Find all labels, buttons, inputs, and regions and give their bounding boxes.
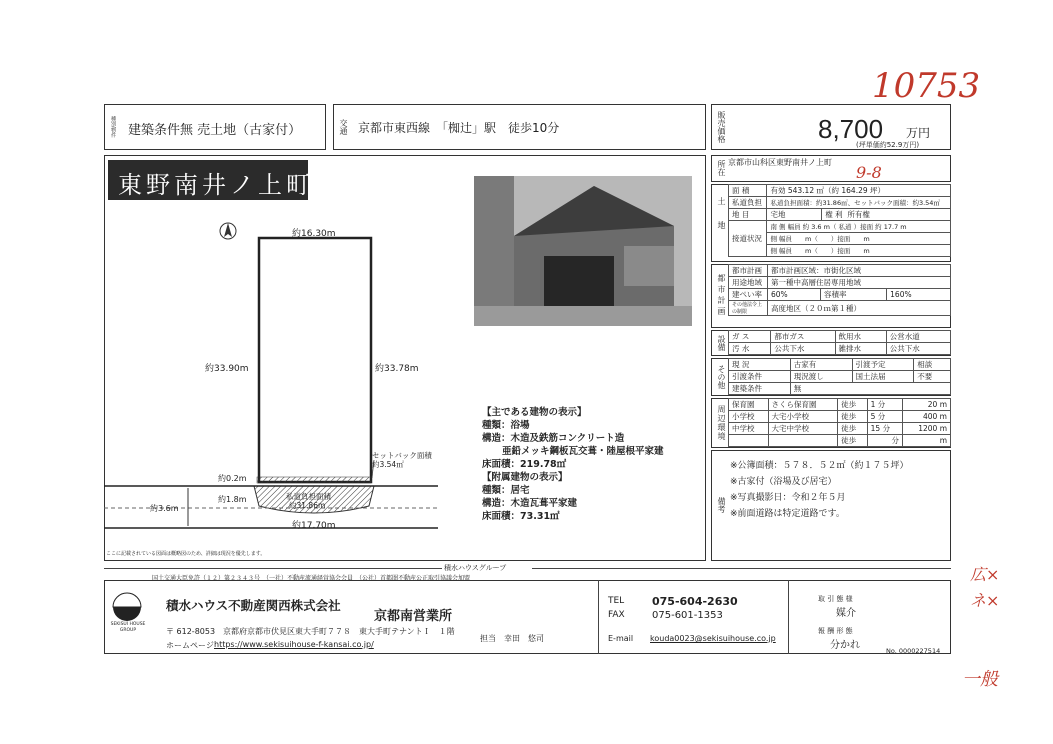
plan-left-length: 約33.90m — [205, 364, 249, 374]
walk-distance: 1200 m — [903, 423, 951, 435]
walk-minutes: 15 分 — [867, 423, 902, 435]
table-row — [729, 331, 951, 343]
private-road-row-value: 私道負担面積：約31.86㎡、セットバック面積：約3.54㎡ — [767, 197, 951, 209]
document-number: No. 0000227514 — [886, 647, 941, 655]
plan-top-length: 約16.30m — [292, 229, 336, 239]
table-row — [729, 359, 951, 371]
drain-label: 雑排水 — [835, 343, 886, 355]
table-row — [729, 411, 951, 423]
footer-divider-1 — [598, 580, 599, 654]
sub-building-title: 【附属建物の表示】 — [482, 472, 568, 483]
remarks-lines — [730, 458, 909, 522]
gas-value: 都市ガス — [771, 331, 835, 343]
location-value: 京都市山科区東野南井ノ上町 — [728, 158, 832, 167]
water-value: 公営水道 — [886, 331, 950, 343]
city-plan-value: 都市計画区域：市街化区域 — [768, 265, 951, 277]
walk-label: 徒歩 — [838, 411, 867, 423]
land-category-label: 地 目 — [729, 209, 767, 221]
sub-building-kind: 種類：居宅 — [482, 485, 530, 496]
table-row — [729, 221, 951, 233]
fax-label: FAX — [608, 610, 625, 620]
lot-outline — [259, 238, 371, 482]
email-link[interactable]: kouda0023@sekisuihouse.co.jp — [650, 634, 776, 643]
footer-rule-left — [104, 568, 442, 569]
fee-type-value: 分かれ — [830, 640, 860, 651]
transport-label: 交通 — [339, 119, 348, 135]
gas-label: ガ ス — [729, 331, 771, 343]
other-law-value: 高度地区（２０ｍ第１種） — [768, 301, 951, 316]
setback-label: セットバック面積 — [372, 451, 432, 460]
company-name: 積水ハウス不動産関西株式会社 — [166, 598, 341, 613]
plan-0-2m: 約0.2m — [218, 474, 247, 483]
land-area-qualifier: 有効 — [770, 186, 786, 195]
handover-condition-label: 引渡条件 — [729, 371, 791, 383]
table-row — [729, 197, 951, 209]
land-area-value — [767, 185, 951, 197]
walk-minutes: 1 分 — [867, 399, 902, 411]
price-per-tsubo: (坪単価約52.9万円) — [856, 141, 920, 149]
rights-cell — [822, 209, 951, 221]
private-road-row-label: 私道負担 — [729, 197, 767, 209]
plan-bottom-length: 約17.70m — [292, 521, 336, 531]
handover-label: 引渡予定 — [852, 359, 914, 371]
sewage-value: 公共下水 — [771, 343, 835, 355]
north-arrow-icon — [224, 223, 232, 237]
main-building-area: 床面積：219.78㎡ — [482, 459, 567, 470]
land-label: 土地 — [717, 197, 726, 245]
handover-condition-value: 現況渡し — [790, 371, 852, 383]
table-row — [729, 301, 951, 316]
tel-number[interactable]: 075-604-2630 — [652, 595, 738, 608]
coverage-label: 建ぺい率 — [729, 289, 768, 301]
table-row — [729, 423, 951, 435]
elementary-label: 小学校 — [729, 411, 769, 423]
city-label: 都市計画 — [717, 274, 726, 318]
walk-label: 徒歩 — [838, 435, 867, 447]
main-building-structure-2: 亜鉛メッキ鋼板瓦交葺・陸屋根平家建 — [502, 446, 664, 457]
blank-name — [768, 435, 838, 447]
water-label: 飲用水 — [835, 331, 886, 343]
blank-label — [729, 435, 769, 447]
table-row — [729, 185, 951, 197]
handwritten-note-3: 一般 — [962, 669, 998, 690]
building-info — [482, 406, 700, 523]
homepage-label: ホームページ — [166, 641, 214, 650]
main-building-structure-1: 構造：木造及鉄筋コンクリート造 — [482, 433, 625, 444]
junior-high-name: 大宅中学校 — [768, 423, 838, 435]
location-label: 所在 — [717, 160, 726, 176]
nursery-name: さくら保育園 — [768, 399, 838, 411]
nursery-label: 保育園 — [729, 399, 769, 411]
fee-type-label: 報 酬 形 態 — [818, 627, 853, 635]
city-table — [728, 264, 951, 316]
type-value: 建築条件無 売土地（古家付） — [128, 123, 302, 138]
land-table — [728, 184, 951, 257]
facilities-label: 設備 — [717, 335, 726, 351]
surroundings-table — [728, 398, 951, 447]
road-access-2: 側 幅員 m（ ）接面 m — [767, 233, 951, 245]
table-row — [729, 289, 951, 301]
private-road-value: 約31.86m — [289, 501, 326, 510]
location-banner — [108, 160, 314, 200]
remark-line: ※公簿面積：５７８．５２㎡（約１７５坪） — [730, 461, 909, 471]
property-photo — [474, 176, 692, 326]
land-category-value: 宅地 — [770, 210, 786, 219]
other-law-label: その他法令上の制限 — [729, 301, 768, 316]
deal-type-label: 取 引 態 様 — [818, 595, 853, 603]
setback-value: 約3.54㎡ — [372, 460, 404, 469]
table-row — [729, 277, 951, 289]
junior-high-label: 中学校 — [729, 423, 769, 435]
type-label: 種別/物件 — [110, 116, 116, 138]
drain-value: 公共下水 — [886, 343, 950, 355]
table-row — [729, 209, 951, 221]
price-unit: 万円 — [906, 126, 931, 140]
land-area-sqm: 543.12 ㎡（約 — [787, 186, 839, 195]
logo-text: SEKISUI HOUSE GROUP — [110, 622, 146, 633]
road-access-3: 側 幅員 m（ ）接面 m — [767, 245, 951, 257]
surroundings-label: 周辺環境 — [717, 405, 726, 441]
sub-building-area: 床面積：73.31㎡ — [482, 511, 560, 522]
homepage-link[interactable]: https://www.sekisuihouse-f-kansai.co.jp/ — [214, 640, 374, 649]
far-value: 160% — [887, 289, 951, 301]
table-row — [729, 383, 951, 395]
handover-value: 相談 — [914, 359, 951, 371]
plan-3-6m: 約3.6m — [150, 504, 179, 513]
land-law-value: 不要 — [914, 371, 951, 383]
status-label: 現 況 — [729, 359, 791, 371]
plan-1-8m: 約1.8m — [218, 495, 247, 504]
remarks-label: 備考 — [717, 497, 726, 513]
email-label: E-mail — [608, 634, 634, 643]
remark-line: ※古家付（浴場及び居宅） — [730, 477, 837, 487]
main-building-title: 【主である建物の表示】 — [482, 407, 587, 418]
fax-number: 075-601-1353 — [652, 610, 723, 621]
walk-minutes: 5 分 — [867, 411, 902, 423]
building-condition-label: 建築条件 — [729, 383, 791, 395]
main-building-kind: 種類：浴場 — [482, 420, 530, 431]
branch-name: 京都南営業所 — [374, 609, 453, 624]
table-row — [729, 343, 951, 355]
facilities-table — [728, 330, 951, 355]
plan-right-length: 約33.78m — [375, 364, 419, 374]
sekisui-logo-icon — [112, 592, 142, 622]
coverage-value: 60% — [768, 289, 821, 301]
other-label: その他 — [717, 365, 726, 389]
land-category-cell — [767, 209, 822, 221]
walk-distance: 400 m — [903, 411, 951, 423]
table-row — [729, 399, 951, 411]
footer-rule-right — [532, 568, 951, 569]
banner-text: 東野南井ノ上町 — [118, 171, 314, 199]
walk-distance: m — [903, 435, 951, 447]
tel-label: TEL — [608, 596, 625, 606]
remark-line: ※前面道路は特定道路です。 — [730, 509, 845, 519]
walk-distance: 20 m — [903, 399, 951, 411]
far-label: 容積率 — [821, 289, 887, 301]
rights-value: 所有権 — [847, 210, 870, 219]
table-row — [729, 265, 951, 277]
group-name: 積水ハウスグループ — [444, 564, 507, 572]
photo-illustration — [474, 176, 692, 326]
handwritten-number: 10753 — [872, 66, 981, 106]
handwritten-note-2: ネ× — [970, 591, 1000, 610]
price-value: 8,700 — [818, 114, 884, 144]
land-area-tsubo: 164.29 — [841, 186, 868, 195]
land-law-label: 国土法届 — [852, 371, 914, 383]
private-road-label: 私道負担面積 — [286, 492, 331, 501]
road-access-label: 接道状況 — [729, 221, 767, 257]
table-row — [729, 371, 951, 383]
staff-name: 担当 幸田 悠司 — [480, 634, 544, 643]
deal-type-value: 媒介 — [836, 608, 856, 619]
elementary-name: 大宅小学校 — [768, 411, 838, 423]
zoning-value: 第一種中高層住居専用地域 — [768, 277, 951, 289]
sewage-label: 汚 水 — [729, 343, 771, 355]
handwritten-note-1: 広× — [970, 565, 1000, 584]
zoning-label: 用途地域 — [729, 277, 768, 289]
walk-label: 徒歩 — [838, 399, 867, 411]
city-plan-label: 都市計画 — [729, 265, 768, 277]
price-label: 販売価格 — [717, 111, 726, 143]
remark-line: ※写真撮影日：令和２年５月 — [730, 493, 846, 503]
footer-divider-2 — [788, 580, 789, 654]
walk-label: 徒歩 — [838, 423, 867, 435]
building-condition-value: 無 — [790, 383, 950, 395]
plan-disclaimer: ここに記載されている図面は概略図のため、詳細は現況を優先します。 — [106, 551, 266, 557]
road-access-1: 南 側 幅員 約 3.6 m（ 私道 ）接面 約 17.7 m — [767, 221, 951, 233]
sub-building-structure: 構造：木造瓦葺平家建 — [482, 498, 578, 509]
land-area-tsubo-unit: 坪） — [870, 186, 886, 195]
rights-label: 権 利 — [825, 210, 843, 219]
address: 〒 612-8053 京都府京都市伏見区東大手町７７８ 東大手町テナントＩ １階 — [166, 627, 455, 636]
other-table — [728, 358, 951, 395]
handwritten-address-addition: 9-8 — [856, 163, 882, 182]
license-text: 国土交通大臣免許（１２）第２３４３号 （一社）不動産流通経営協会会員 （公社）首都圏不動産公正取引協議会加盟 — [152, 575, 471, 582]
table-row — [729, 435, 951, 447]
setback-area — [257, 477, 371, 483]
transport-value: 京都市東西線 「椥辻」駅 徒歩10分 — [358, 121, 560, 135]
land-area-label: 面 積 — [729, 185, 767, 197]
status-value: 古家有 — [790, 359, 852, 371]
walk-minutes: 分 — [867, 435, 902, 447]
